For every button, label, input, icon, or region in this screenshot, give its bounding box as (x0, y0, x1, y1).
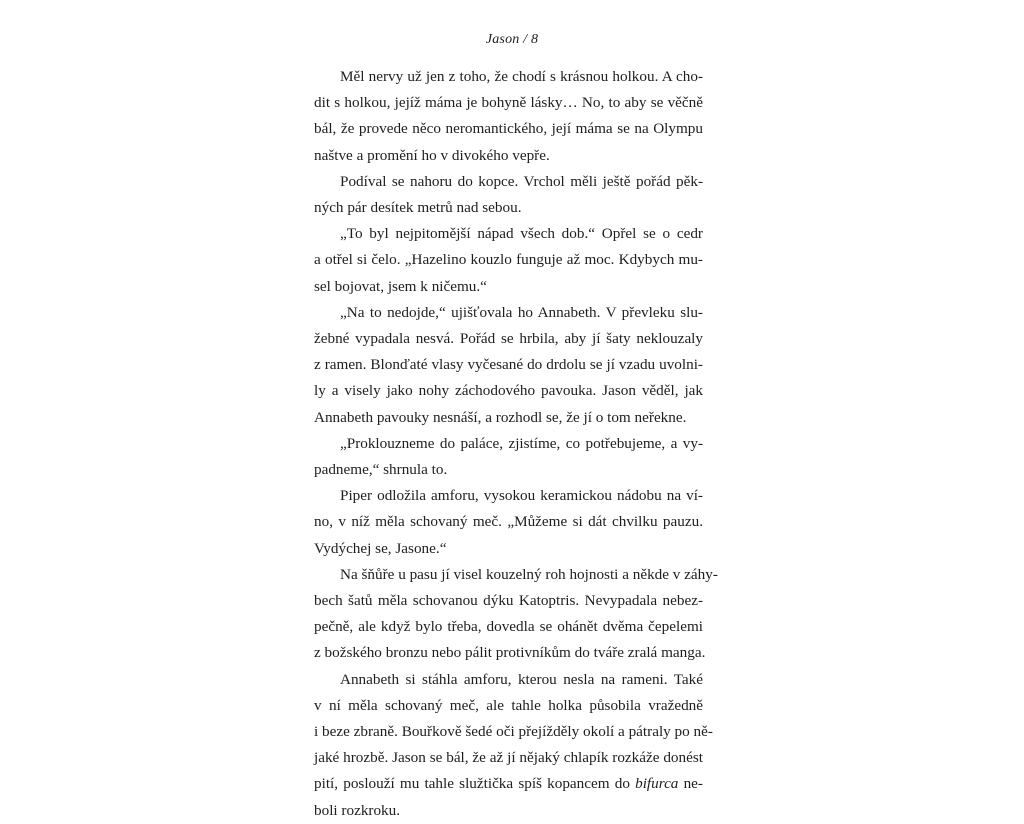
text-line-with-italic (314, 771, 703, 797)
text-line: „To byl nejpitomější nápad všech dob.“ Opřel se o cedr (340, 225, 703, 243)
paragraph-3 (314, 221, 703, 300)
text-line: boli rozkroku. (314, 801, 401, 819)
paragraph-8 (314, 667, 713, 824)
text-line: no, v níž měla schovaný meč. „Můžeme si dát chvilku pauzu. (314, 513, 703, 531)
text-line: „Na to nedojde,“ ujišťovala ho Annabeth. V převleku slu- (340, 303, 703, 321)
text-line: Annabeth si stáhla amforu, kterou nesla na rameni. Také (340, 670, 703, 688)
text-line: „Proklouzneme do paláce, zjistíme, co potřebujeme, a vy- (340, 434, 703, 452)
text-line: padneme,“ shrnula to. (314, 461, 448, 479)
text-line: i beze zbraně. Bouřkově šedé oči přejížděly okolí a pátraly po ně- (314, 723, 713, 741)
italic-word: bifurca (635, 775, 679, 793)
paragraph-5 (314, 431, 703, 483)
text-line: Annabeth pavouky nesnáší, a rozhodl se, že jí o tom neřekne. (314, 408, 687, 426)
text-segment: pití, poslouží mu tahle služtička spíš kopancem do (314, 775, 636, 793)
paragraph-7 (314, 562, 718, 667)
body-text (314, 64, 718, 824)
text-line: jaké hrozbě. Jason se bál, že až jí nějaký chlapík rozkáže donést (314, 749, 703, 767)
text-line: Vydýchej se, Jasone.“ (314, 539, 447, 557)
text-line: bech šatů měla schovanou dýku Katoptris. Nevypadala nebez- (314, 592, 703, 610)
text-line: pečně, ale když bylo třeba, dovedla se ohánět dvěma čepelemi (314, 618, 703, 636)
text-line: z božského bronzu nebo pálit protivníkům do tváře zralá manga. (314, 644, 706, 662)
text-line: žebné vypadala nesvá. Pořád se hrbila, aby jí šaty neklouzaly (314, 330, 703, 348)
text-line: bál, že provede něco neromantického, její máma se na Olympu (314, 120, 703, 138)
text-line: Podíval se nahoru do kopce. Vrchol měli ještě pořád pěk- (340, 172, 703, 190)
text-line: Piper odložila amforu, vysokou keramickou nádobu na ví- (340, 487, 703, 505)
paragraph-4 (314, 300, 703, 431)
paragraph-1 (314, 64, 703, 169)
text-line: naštve a promění ho v divokého vepře. (314, 146, 550, 164)
text-line: dit s holkou, jejíž máma je bohyně lásky… No, to aby se věčně (314, 94, 703, 112)
text-line: Měl nervy už jen z toho, že chodí s krásnou holkou. A cho- (340, 68, 703, 85)
text-segment: ne- (678, 775, 703, 793)
text-line: sel bojovat, jsem k ničemu.“ (314, 277, 487, 295)
text-line: v ní měla schovaný meč, ale tahle holka působila vražedně (314, 696, 703, 714)
paragraph-6 (314, 483, 703, 562)
running-head: Jason / 8 (485, 32, 539, 47)
text-line: z ramen. Blonďaté vlasy vyčesané do drdolu se jí vzadu uvolni- (314, 356, 703, 374)
text-line: a otřel si čelo. „Hazelino kouzlo funguje až moc. Kdybych mu- (314, 251, 703, 269)
text-line: Na šňůře u pasu jí visel kouzelný roh hojnosti a někde v záhy- (340, 565, 718, 583)
paragraph-2 (314, 169, 703, 221)
text-line: ly a visely jako nohy záchodového pavouka. Jason věděl, jak (314, 382, 703, 400)
text-line: ných pár desítek metrů nad sebou. (314, 199, 522, 217)
